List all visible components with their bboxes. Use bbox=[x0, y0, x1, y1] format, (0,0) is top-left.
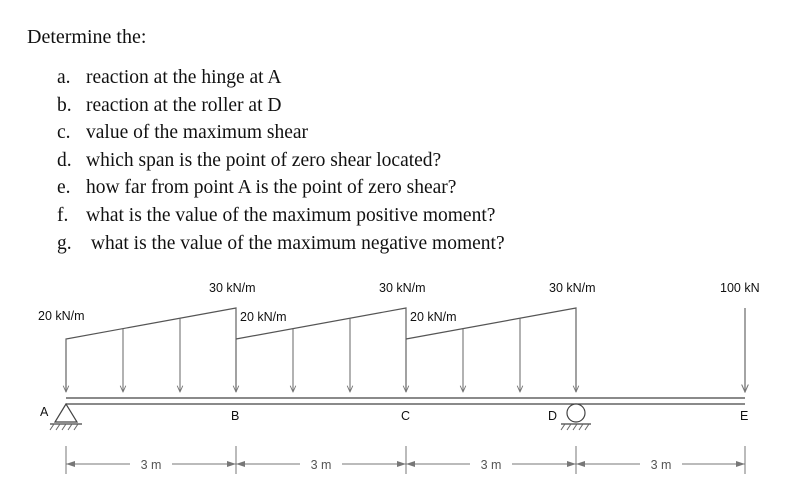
beam bbox=[66, 398, 745, 404]
question-letter: f. bbox=[57, 204, 69, 226]
point-label-d: D bbox=[548, 409, 558, 423]
span-label-de: 3 m bbox=[650, 458, 672, 472]
question-text: what is the value of the maximum negative moment? bbox=[86, 232, 505, 254]
point-load-label: 100 kN bbox=[720, 281, 760, 295]
question-letter: d. bbox=[57, 149, 72, 171]
question-letter: b. bbox=[57, 94, 72, 116]
distributed-load-1 bbox=[66, 308, 236, 392]
question-text: what is the value of the maximum positive moment? bbox=[86, 204, 496, 226]
span-label-ab: 3 m bbox=[140, 458, 162, 472]
roller-support-icon bbox=[561, 404, 591, 430]
point-label-a: A bbox=[40, 405, 49, 419]
question-text: reaction at the hinge at A bbox=[86, 67, 282, 88]
load-label-start-3: 20 kN/m bbox=[410, 310, 457, 324]
load-label-end-3: 30 kN/m bbox=[549, 281, 596, 295]
span-label-bc: 3 m bbox=[310, 458, 332, 472]
dimension-line bbox=[66, 446, 745, 474]
point-label-e: E bbox=[740, 409, 749, 423]
question-letter: g. bbox=[57, 232, 72, 254]
question-letter: a. bbox=[57, 67, 71, 88]
question-letter: e. bbox=[57, 177, 71, 199]
span-label-cd: 3 m bbox=[480, 458, 502, 472]
hinge-support-icon bbox=[50, 404, 82, 430]
question-letter: c. bbox=[57, 122, 71, 144]
point-label-c: C bbox=[401, 409, 411, 423]
question-text: which span is the point of zero shear located? bbox=[86, 149, 442, 171]
question-text: reaction at the roller at D bbox=[86, 94, 282, 116]
load-label-start-2: 20 kN/m bbox=[240, 310, 287, 324]
load-label-end-1: 30 kN/m bbox=[209, 281, 256, 295]
question-text: value of the maximum shear bbox=[86, 122, 309, 144]
question-text: how far from point A is the point of zero shear? bbox=[86, 177, 457, 199]
load-label-start-1: 20 kN/m bbox=[38, 309, 85, 323]
load-label-end-2: 30 kN/m bbox=[379, 281, 426, 295]
problem-title: Determine the: bbox=[27, 26, 147, 48]
point-label-b: B bbox=[231, 409, 240, 423]
